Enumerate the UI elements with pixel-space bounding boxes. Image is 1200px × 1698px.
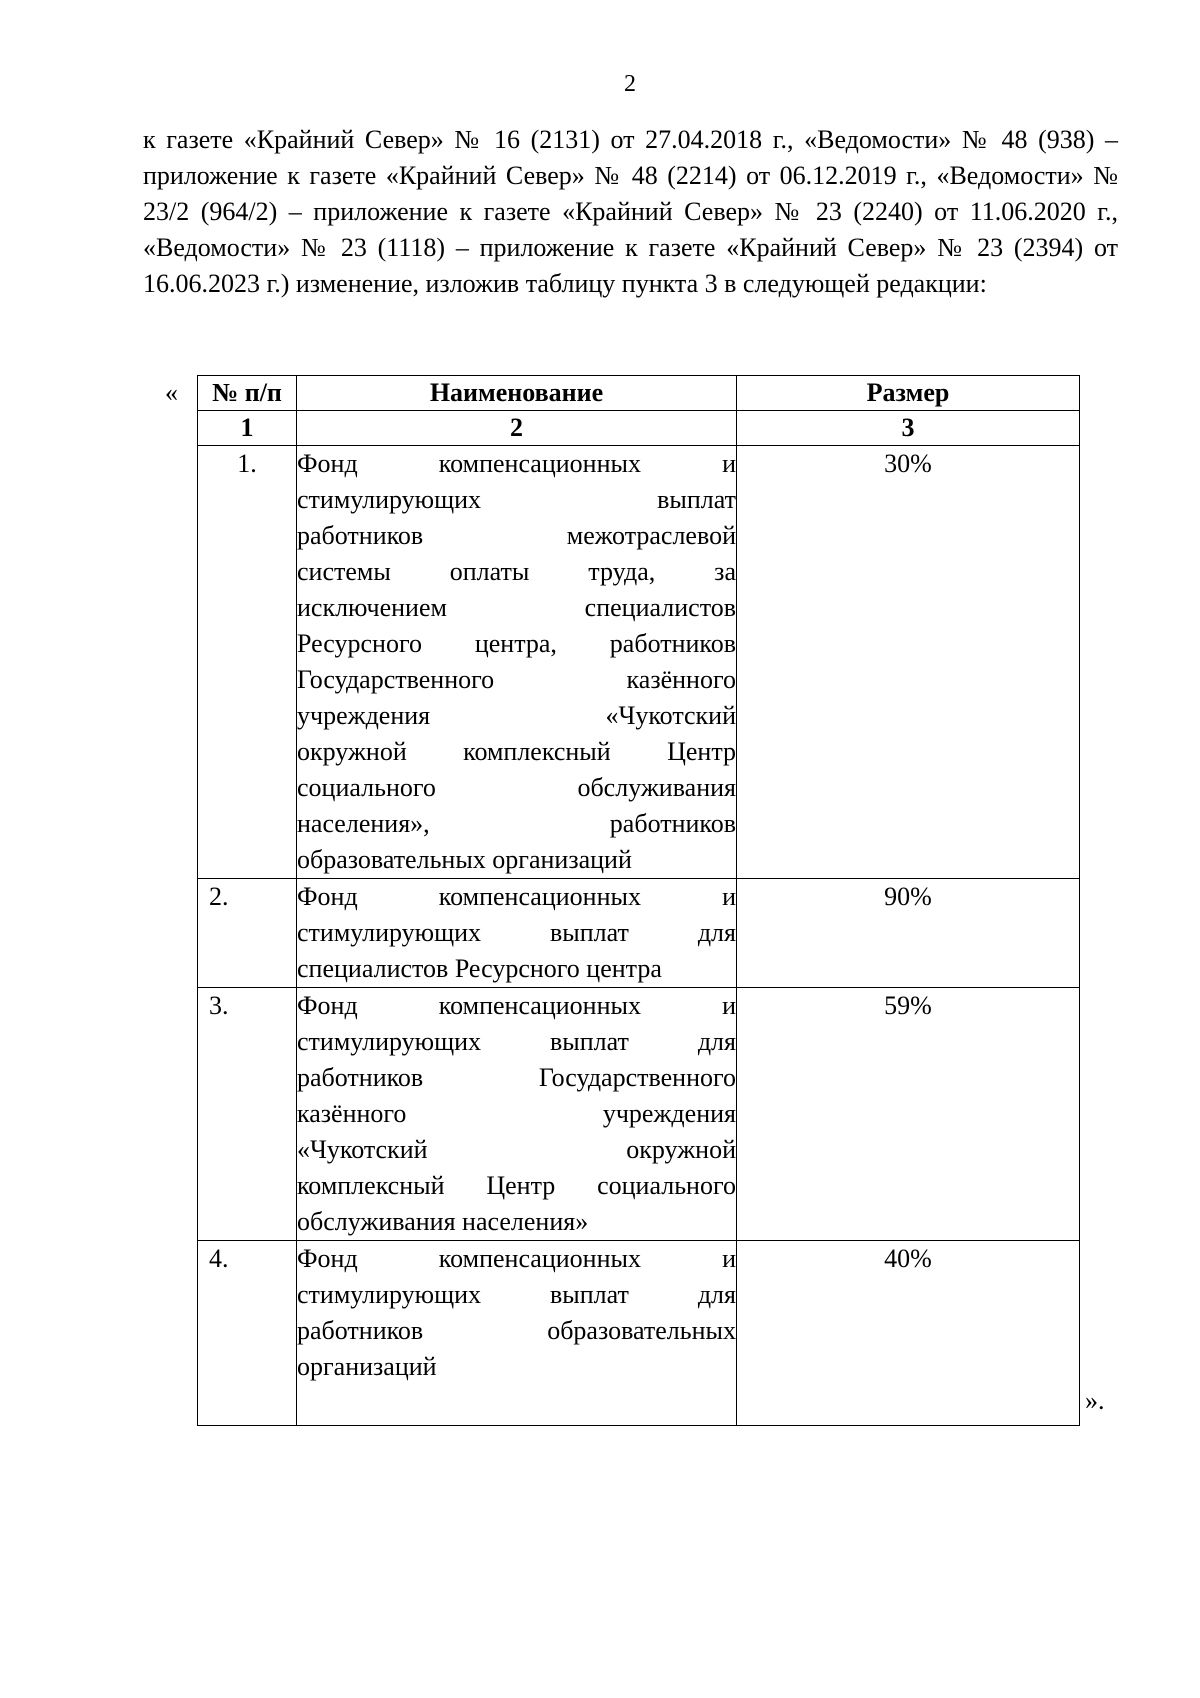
row-name-line: Фонд компенсационных и — [297, 1244, 736, 1273]
header-size: Размер — [737, 376, 1080, 411]
table-row — [198, 446, 1080, 879]
intro-line: к газете «Крайний Север» № 16 (2131) от 27.04.2018 г., «Ведомости» № 48 (938) — [143, 125, 1095, 154]
row-name-line: работников образовательных — [297, 1316, 736, 1345]
row-number: 2. — [198, 879, 297, 988]
row-name-line: специалистов Ресурсного центра — [297, 954, 662, 983]
row-name-line: Государственного казённого — [297, 665, 736, 694]
row-name-line: системы оплаты труда, за — [297, 557, 736, 586]
row-name-line: стимулирующих выплат для — [297, 918, 736, 947]
table-row — [198, 988, 1080, 1241]
table-body — [198, 446, 1080, 1426]
table-row — [198, 1241, 1080, 1426]
header-number: № п/п — [198, 376, 297, 411]
table-index-row — [198, 411, 1080, 446]
table-row — [198, 879, 1080, 988]
row-name-line: образовательных организаций — [297, 845, 632, 874]
row-name-line: Фонд компенсационных и — [297, 882, 736, 911]
row-name-line: комплексный Центр социального — [297, 1171, 736, 1200]
row-name — [297, 879, 737, 988]
row-name — [297, 446, 737, 879]
intro-line: № 23 (2240) от 11.06.2020 г., «Ведомости» № 23 (1118) – приложение к газете — [143, 197, 1118, 262]
closing-quote: ». — [1085, 1386, 1105, 1415]
page-number: 2 — [624, 71, 636, 97]
row-number: 1. — [198, 446, 297, 879]
index-cell: 1 — [198, 411, 297, 446]
row-name-line: учреждения «Чукотский — [297, 701, 736, 730]
header-name: Наименование — [297, 376, 737, 411]
row-name-line: стимулирующих выплат — [297, 485, 736, 514]
row-name-line: казённого учреждения — [297, 1099, 736, 1128]
payments-table — [197, 375, 1080, 1426]
row-name-line: Фонд компенсационных и — [297, 449, 736, 478]
intro-line: пункта 3 в следующей редакции: — [621, 269, 987, 298]
row-number: 4. — [198, 1241, 297, 1426]
row-size: 90% — [737, 879, 1080, 988]
row-name-line: Ресурсного центра, работников — [297, 629, 736, 658]
intro-paragraph — [143, 122, 1118, 302]
index-cell: 2 — [297, 411, 737, 446]
row-name-line: Фонд компенсационных и — [297, 991, 736, 1020]
row-name-line: окружной комплексный Центр — [297, 737, 736, 766]
index-cell: 3 — [737, 411, 1080, 446]
row-number: 3. — [198, 988, 297, 1241]
row-name-line: работников Государственного — [297, 1063, 736, 1092]
row-name-line: исключением специалистов — [297, 593, 736, 622]
row-size: 59% — [737, 988, 1080, 1241]
row-size: 40% — [737, 1241, 1080, 1426]
row-name-line: обслуживания населения» — [297, 1207, 589, 1236]
intro-line: «Крайний Север» № 23 (2394) от 16.06.2023 г.) изменение, изложив таблицу — [143, 233, 1119, 298]
row-name — [297, 1241, 737, 1426]
row-name-line: социального обслуживания — [297, 773, 736, 802]
intro-line: – приложение к газете «Крайний Север» № 48 (2214) от 06.12.2019 г., — [143, 125, 1119, 190]
row-name-line: работников межотраслевой — [297, 521, 736, 550]
row-name — [297, 988, 737, 1241]
row-name-line: стимулирующих выплат для — [297, 1280, 736, 1309]
row-name-line: «Чукотский окружной — [297, 1135, 736, 1164]
row-name-line: населения», работников — [297, 809, 736, 838]
row-name-line: стимулирующих выплат для — [297, 1027, 736, 1056]
opening-quote: « — [165, 378, 178, 407]
row-size: 30% — [737, 446, 1080, 879]
table-header-row — [198, 376, 1080, 411]
row-name-line: организаций — [297, 1352, 437, 1381]
intro-line: «Ведомости» № 23/2 (964/2) – приложение к газете «Крайний Север» — [143, 161, 1119, 226]
